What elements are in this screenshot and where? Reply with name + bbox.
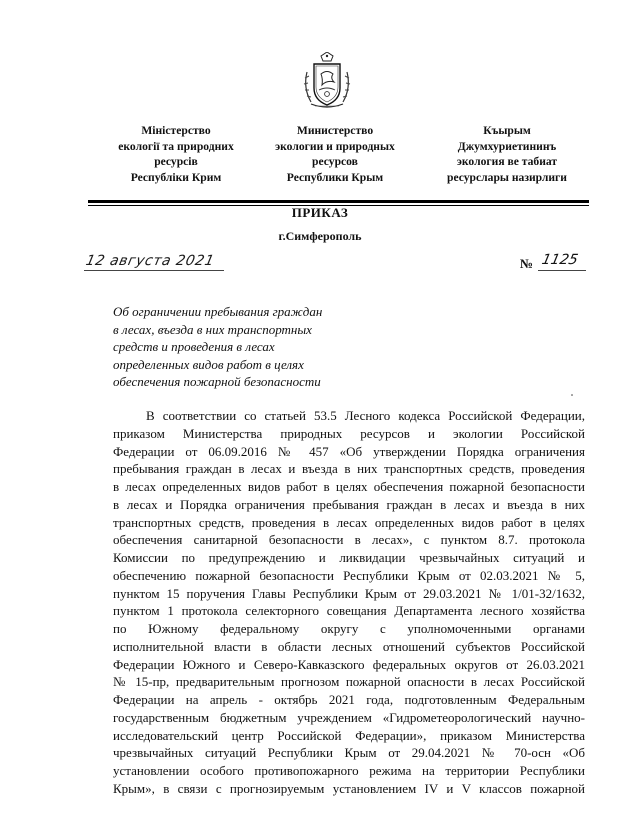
body-line: по Южному федеральному округу с уполномоченными органами xyxy=(113,621,585,636)
subject-line: Об ограничении пребывания граждан xyxy=(113,304,323,319)
ministry-header-crimean-tatar xyxy=(424,123,590,185)
body-line: транспортных средств, проведения в лесах определенных видов работ в целях xyxy=(113,514,585,530)
ministry-ua-line: екології та природних xyxy=(118,139,234,153)
body-line: в лесах и Порядка ограничения пребывания граждан в лесах и въезда в них xyxy=(113,496,585,512)
body-line: исследовательский центр Российской Федерации», приказом Министерства xyxy=(113,727,585,743)
body-line: чрезвычайных ситуаций Республики Крым от 29.04.2021 № 70-осн «Об xyxy=(113,745,585,761)
subject-line: определенных видов работ в целях xyxy=(113,356,304,372)
ministry-ru-line: экологии и природных xyxy=(275,139,395,153)
order-subject xyxy=(113,303,322,391)
ministry-ru-line: Республики Крым xyxy=(286,170,384,184)
ministry-crh-line: экология ве табиат xyxy=(456,155,558,168)
body-line: В соответствии со статьей 53.5 Лесного кодекса Российской Федерации, xyxy=(146,408,585,423)
body-line: Крым», в связи с прогнозируемым установлением IV и V классов пожарной xyxy=(113,780,585,796)
crimea-coat-of-arms-emblem xyxy=(301,52,353,110)
subject-line: обеспечения пожарной безопасности xyxy=(113,374,321,390)
handwritten-date: 12 августа 2021 xyxy=(84,253,216,269)
body-line: № 15-пр, предварительным прогнозом пожарной опасности в лесах Российской xyxy=(113,674,585,690)
body-line: пребывания граждан в лесах и въезда в них транспортных средств, проведения xyxy=(113,461,585,477)
ministry-ua-line: Республіки Крим xyxy=(130,170,222,184)
body-line: пунктом 1 протокола селекторного совещания Департамента лесного хозяйства xyxy=(113,603,585,619)
subject-line: в лесах, въезда в них транспортных xyxy=(113,321,312,337)
scan-speck xyxy=(571,394,573,396)
body-line: приказом Министерства природных ресурсов и экологии Российской xyxy=(113,425,585,441)
body-line: Комиссии по предупреждению и ликвидации чрезвычайных ситуаций и xyxy=(113,550,585,565)
order-number-label: № xyxy=(520,256,534,271)
order-body-paragraph xyxy=(113,407,585,798)
body-line: установлении особого противопожарного режима на территории Республики xyxy=(113,763,585,778)
ministry-header-russian xyxy=(260,123,410,185)
ministry-ua-line: ресурсів xyxy=(154,155,198,168)
order-city: г.Симферополь xyxy=(278,229,362,243)
ministry-crh-line: Къырым xyxy=(483,124,531,137)
ministry-header-ukrainian xyxy=(108,123,244,185)
body-line: обеспечения санитарной безопасности в лесах», с пунктом 8.7. протокола xyxy=(113,532,585,548)
date-underline xyxy=(84,270,224,271)
handwritten-order-number: 1125 xyxy=(540,252,580,268)
ministry-ru-line: Министерство xyxy=(296,124,374,137)
body-line: Федерации на апрель - октябрь 2021 года, подготовленным Федеральным xyxy=(113,692,585,707)
ministry-ua-line: Міністерство xyxy=(141,124,211,137)
ministry-crh-line: Джумхуриетининъ xyxy=(457,139,557,153)
ministry-ru-line: ресурсов xyxy=(312,155,358,168)
number-underline xyxy=(538,270,586,271)
body-line: Федерации от 06.09.2016 № 457 «Об утверждении Порядка ограничения xyxy=(113,443,585,459)
body-line: в лесах определенных видов работ в целях обеспечения пожарной безопасности xyxy=(113,479,585,494)
body-line: пунктом 15 поручения Главы Республики Крым от 29.03.2021 № 1/01-32/1632, xyxy=(113,585,585,601)
order-title: ПРИКАЗ xyxy=(291,205,349,220)
body-line: обеспечению пожарной безопасности Республики Крым от 02.03.2021 № 5, xyxy=(113,567,585,583)
subject-line: средств и проведения в лесах xyxy=(113,339,275,355)
header-divider-thick xyxy=(88,200,589,203)
body-line: Федерации Южного и Северо-Кавказского федеральных округов от 26.03.2021 xyxy=(113,656,585,672)
body-line: исполнительной власти в области лесных отношений субъектов Российской xyxy=(113,638,585,654)
body-line: государственным бюджетным учреждением «Гидрометеорологический научно- xyxy=(113,709,585,725)
ministry-crh-line: ресурслары назирлиги xyxy=(447,170,567,184)
